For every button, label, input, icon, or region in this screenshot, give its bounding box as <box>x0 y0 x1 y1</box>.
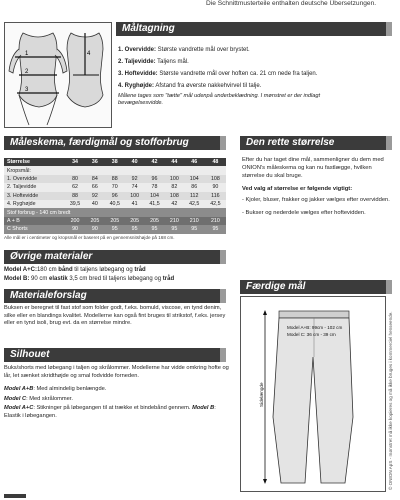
table-row: 1. Overvidde 80 84 88 92 96 100 104 108 <box>4 175 226 183</box>
body-measure-illustration <box>5 23 111 127</box>
maleskema-heading: Måleskema, færdigmål og stofforbrug <box>4 136 226 150</box>
bottom-bar-mark <box>4 494 26 498</box>
rette-bullet-1: - Kjoler, bluser, frakker og jakker vælges efter overvidden. <box>242 197 390 203</box>
size-table-header: Størrelse 34 36 38 40 42 44 46 48 <box>4 158 226 166</box>
pants-figure <box>240 296 386 492</box>
faerdige-heading: Færdige mål <box>240 280 392 294</box>
rette-important: Ved valg af størrelse er følgende vigtigt: <box>242 186 353 192</box>
fabric-title-row: Stof forbrug - 140 cm bredt <box>4 208 226 216</box>
ovrige-heading: Øvrige materialer <box>4 250 226 264</box>
rette-text <box>242 156 390 217</box>
ovrige-text: Model A+C:180 cm bånd til taljens løbegang og tråd Model B: 90 cm elastik 3,5 cm bred til taljens løbegang og tråd <box>4 267 175 282</box>
table-subheader-row: Kropsmål: <box>4 166 226 174</box>
size-table <box>4 158 226 234</box>
measure-item-overvidde: 1. Overvidde: Største vandrette mål over brystet. <box>118 47 250 53</box>
figure-label-4: 4 <box>87 51 91 57</box>
top-note: Die Schnittmusterteile enthalten deutsche Übersetzungen. <box>206 0 377 7</box>
materialeforslag-text: Buksen er beregnet til fast stof som folder godt, f.eks. bomuld, viscose, en tynd denim, silke eller en blandings kvalitet. Modellerne kan også fint bruges til strikstof, f.eks. jersey eller en tynd isoli, brug evt. da en størrelse mindre. <box>4 305 226 327</box>
silhouet-model-c: Model C: Med skrålommer. <box>4 395 73 402</box>
figure-label-2: 2 <box>25 69 29 75</box>
measurement-list <box>118 44 350 107</box>
silhouet-intro: Buks/shorts med løbegang i taljen og skrålommer. Modellerne har vidde omkring hofte og lår, let sænket skridthøjde og smal fodvidde forneden. <box>4 365 229 379</box>
figure-label-1: 1 <box>25 51 29 57</box>
side-length-label: Sidelængde <box>259 382 264 407</box>
silhouet-model-ab: Model A+B: Med almindelig benlængde. <box>4 386 107 393</box>
materialeforslag-heading: Materialeforslag <box>4 289 226 303</box>
maltagning-heading: Måltagning <box>116 22 392 36</box>
measure-item-taljevidde: 2. Taljevidde: Taljens mål. <box>118 59 189 65</box>
table-row: 3. Hoftevidde 88 92 96 100 104 108 112 116 <box>4 192 226 200</box>
table-row: 4. Ryghøjde 39,5 40 40,5 41 41,5 42 42,5 42,5 <box>4 200 226 208</box>
table-row: C Shorts 90 90 95 95 95 95 95 95 <box>4 225 226 233</box>
table-row: A + B 200 205 205 205 205 210 210 210 <box>4 217 226 225</box>
figure-label-3: 3 <box>25 87 29 93</box>
table-footnote: Alle mål er i centimeter og kropsmål er baseret på en gennemsnitshøjde på 168 cm. <box>4 235 175 240</box>
body-figure <box>4 22 112 128</box>
table-row: 2. Taljevidde 62 66 70 74 78 82 86 90 <box>4 183 226 191</box>
finished-length-c: Model C: 36 cm - 39 cm <box>287 332 336 337</box>
measure-item-ryghojde: 4. Ryghøjde: Afstand fra øverste nakkehvirvel til talje. <box>118 83 262 89</box>
silhouet-model-ac: Model A+C: Stikninger på løbegangen til at trække et bindebånd gennem. Model B: Elastik i løbegangen. <box>4 405 216 419</box>
copyright-vertical: © ONION ApS - mønstret må ikke kopieres og må ikke bruges i kommerciel henseende. <box>388 311 393 490</box>
rette-bullet-2: - Bukser og nederdele vælges efter hoftevidden. <box>242 210 366 216</box>
silhouet-text <box>4 365 230 421</box>
rette-intro: Efter du har taget dine mål, sammenligner du dem med ONION's måleskema og kan nu fastlægge, hvilken størrelse du skal bruge. <box>242 157 384 179</box>
silhouet-heading: Silhouet <box>4 348 226 362</box>
measure-item-hoftevidde: 3. Hoftevidde: Største vandrette mål over hoften ca. 21 cm nede fra taljen. <box>118 71 318 77</box>
measure-note: Målene tages som "tætte" mål udenpå underbeklædning. I mønstret er der indlagt bevægelsesvidde. <box>118 93 321 106</box>
rette-heading: Den rette størrelse <box>240 136 392 150</box>
finished-length-ab: Model A+B: 99cm - 102 cm <box>287 325 343 330</box>
